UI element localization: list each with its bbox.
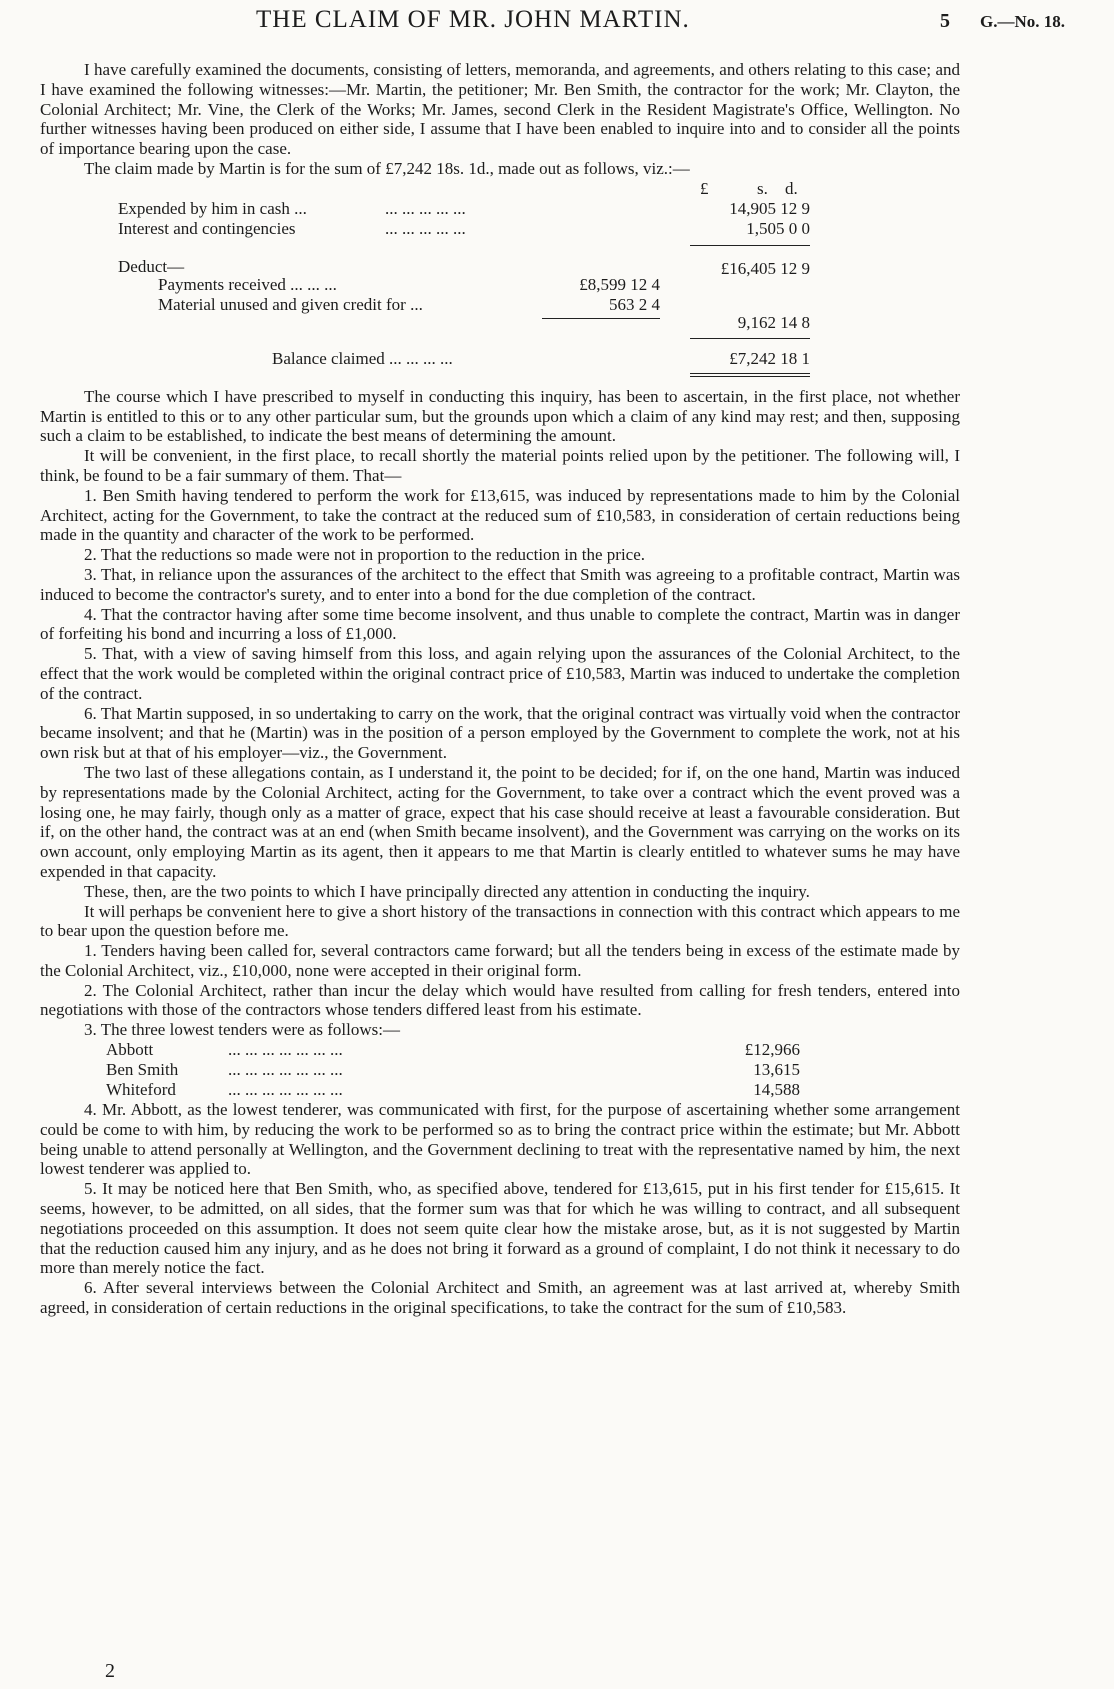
paragraph: The claim made by Martin is for the sum of £7,242 18s. 1d., made out as follows, viz.:— (84, 158, 690, 178)
paragraph: I have carefully examined the documents, consisting of letters, memoranda, and agreements, and others relating to this case; and I have examined the following witnesses:—Mr. Martin, the petitioner; Mr. Ben Smith, the contractor for the work; Mr. Clayton, the Colonial Architect; Mr. Vine, the Clerk of the Works; Mr. James, second Clerk in the Resident Magistrate's Office, Wellington. No further witnesses having been produced on either side, I assume that I have been enabled to inquire into and to consider all the points of importance bearing upon the case. (40, 60, 960, 159)
tender-name: Ben Smith (106, 1060, 179, 1080)
tender-name: Abbott (106, 1040, 154, 1060)
document-page (40, 0, 1065, 1318)
interest-label: Interest and contingencies (118, 218, 296, 238)
claim-account-table (40, 179, 960, 387)
shillings-column-header: s. (757, 178, 768, 198)
allegation-item: 3. That, in reliance upon the assurances of the architect to the effect that Smith was agreeing to a profitable contract, Martin was induced to become the contractor's surety, and to enter into a bond for the due completion of the contract. (40, 564, 960, 604)
sum-rule (690, 245, 810, 246)
pound-column-header: £ (700, 178, 709, 198)
leader-dots: ... ... ... ... ... ... ... (228, 1080, 343, 1100)
allegation-item: 6. That Martin supposed, in so undertaking to carry on the work, that the original contract was virtually void when the contractor became insolvent; and that he (Martin) was in the position of a person employed by the Government to complete the work, not at his own risk but at that of his employer—viz., the Government. (40, 703, 960, 763)
tender-amount: £12,966 (744, 1040, 800, 1060)
leader-dots: ... ... ... ... ... ... ... (228, 1040, 343, 1060)
history-item: 2. The Colonial Architect, rather than incur the delay which would have resulted from calling for fresh tenders, entered into negotiations with those of the contractors whose tenders differed least from his estimate. (40, 980, 960, 1020)
paragraph: It will perhaps be convenient here to give a short history of the transactions in connection with this contract which appears to me to bear upon the question before me. (40, 901, 960, 941)
allegation-item: 4. That the contractor having after some time become insolvent, and thus unable to complete the contract, Martin was in danger of forfeiting his bond and incurring a loss of £1,000. (40, 604, 960, 644)
double-rule-top (690, 373, 810, 374)
balance-value: £7,242 18 1 (729, 348, 810, 368)
balance-label: Balance claimed ... ... ... ... (272, 348, 453, 368)
leader-dots: ... ... ... ... ... (385, 218, 466, 238)
deduct-total: 9,162 14 8 (737, 312, 810, 332)
history-item: 5. It may be noticed here that Ben Smith, who, as specified above, tendered for £13,615, put in his first tender for £15,615. It seems, however, to be admitted, on all sides, that the former sum was that for which he was willing to contract, and all subsequent negotiations proceeded on this assumption. It does not seem quite clear how the mistake arose, but, as it is not suggested by Martin that the reduction caused him any injury, and as he does not bring it forward as a ground of complaint, I do not think it necessary to do more than merely notice the fact. (40, 1179, 960, 1278)
paragraph: The course which I have prescribed to myself in conducting this inquiry, has been to ascertain, in the first place, not whether Martin is entitled to this or to any other particular sum, but the grounds upon which a claim of any kind may rest; and then, supposing such a claim to be established, to indicate the best means of determining the amount. (40, 386, 960, 446)
double-rule-bottom (690, 376, 810, 377)
paragraph: The two last of these allegations contain, as I understand it, the point to be decided; for if, on the one hand, Martin was induced by representations made by the Colonial Architect, acting for the Government, to take over a contract which the event proved was a losing one, he may fairly, though only as a matter of grace, expect that his case should receive at least a favourable consideration. But if, on the other hand, the contract was at an end (when Smith became insolvent), and the Government was carrying on the works on its own account, only employing Martin as its agent, then it appears to me that Martin is clearly entitled to whatever sums he may have expended in that capacity. (40, 762, 960, 881)
paragraph: It will be convenient, in the first place, to recall shortly the material points relied upon by the petitioner. The following will, I think, be found to be a fair summary of them. That— (40, 446, 960, 485)
balance-rule (690, 338, 810, 339)
leader-dots: ... ... ... ... ... ... ... (228, 1060, 343, 1080)
deduct-label: Deduct— (118, 256, 185, 276)
subtotal-value: £16,405 12 9 (720, 258, 810, 278)
allegation-item: 5. That, with a view of saving himself from this loss, and again relying upon the assurances of the Colonial Architect, to the effect that the work would be completed within the original contract price of £10,583, Martin was induced to undertake the completion of the contract. (40, 644, 960, 703)
history-item: 1. Tenders having been called for, several contractors came forward; but all the tenders being in excess of the estimate made by the Colonial Architect, viz., £10,000, none were accepted in their original form. (40, 941, 960, 980)
paragraph: These, then, are the two points to which I have principally directed any attention in conducting the inquiry. (84, 881, 810, 901)
allegation-item: 2. That the reductions so made were not in proportion to the reduction in the price. (84, 545, 646, 565)
interest-value: 1,505 0 0 (746, 218, 810, 238)
tender-name: Whiteford (106, 1080, 176, 1100)
document-body (40, 60, 960, 1318)
tenders-table (40, 1040, 960, 1100)
material-value: 563 2 4 (609, 294, 660, 314)
leader-dots: ... ... ... ... ... (385, 198, 466, 218)
tender-amount: 14,588 (753, 1080, 800, 1100)
allegation-item: 1. Ben Smith having tendered to perform the work for £13,615, was induced by representations made to him by the Colonial Architect, acting for the Government, to take the contract at the reduced sum of £10,583, in consideration of certain reductions being made in the quantity and character of the work to be performed. (40, 485, 960, 545)
material-label: Material unused and given credit for ... (158, 294, 423, 314)
page-title: THE CLAIM OF MR. JOHN MARTIN. (256, 6, 690, 33)
signature-mark: 2 (105, 1660, 115, 1682)
payments-label: Payments received ... ... ... (158, 274, 337, 294)
page-number: 5 (940, 10, 950, 32)
tender-amount: 13,615 (753, 1060, 800, 1080)
history-item: 3. The three lowest tenders were as follows:— (84, 1020, 400, 1040)
history-item: 4. Mr. Abbott, as the lowest tenderer, was communicated with first, for the purpose of ascertaining whether some arrangement could be come to with him, by reducing the work to be performed so as to bring the contract price within the estimate; but Mr. Abbott being unable to attend personally at Wellington, and the Government declining to treat with the representative named by him, the next lowest tenderer was applied to. (40, 1100, 960, 1179)
expended-label: Expended by him in cash ... (118, 198, 307, 218)
expended-value: 14,905 12 9 (729, 198, 810, 218)
paper-reference: G.—No. 18. (980, 12, 1065, 31)
history-item: 6. After several interviews between the Colonial Architect and Smith, an agreement was at last arrived at, whereby Smith agreed, in consideration of certain reductions in the original specifications, to take the contract for the sum of £10,583. (40, 1278, 960, 1318)
payments-value: £8,599 12 4 (579, 274, 660, 294)
pence-column-header: d. (785, 178, 798, 198)
running-header (40, 0, 1065, 40)
deduct-rule (542, 318, 660, 319)
